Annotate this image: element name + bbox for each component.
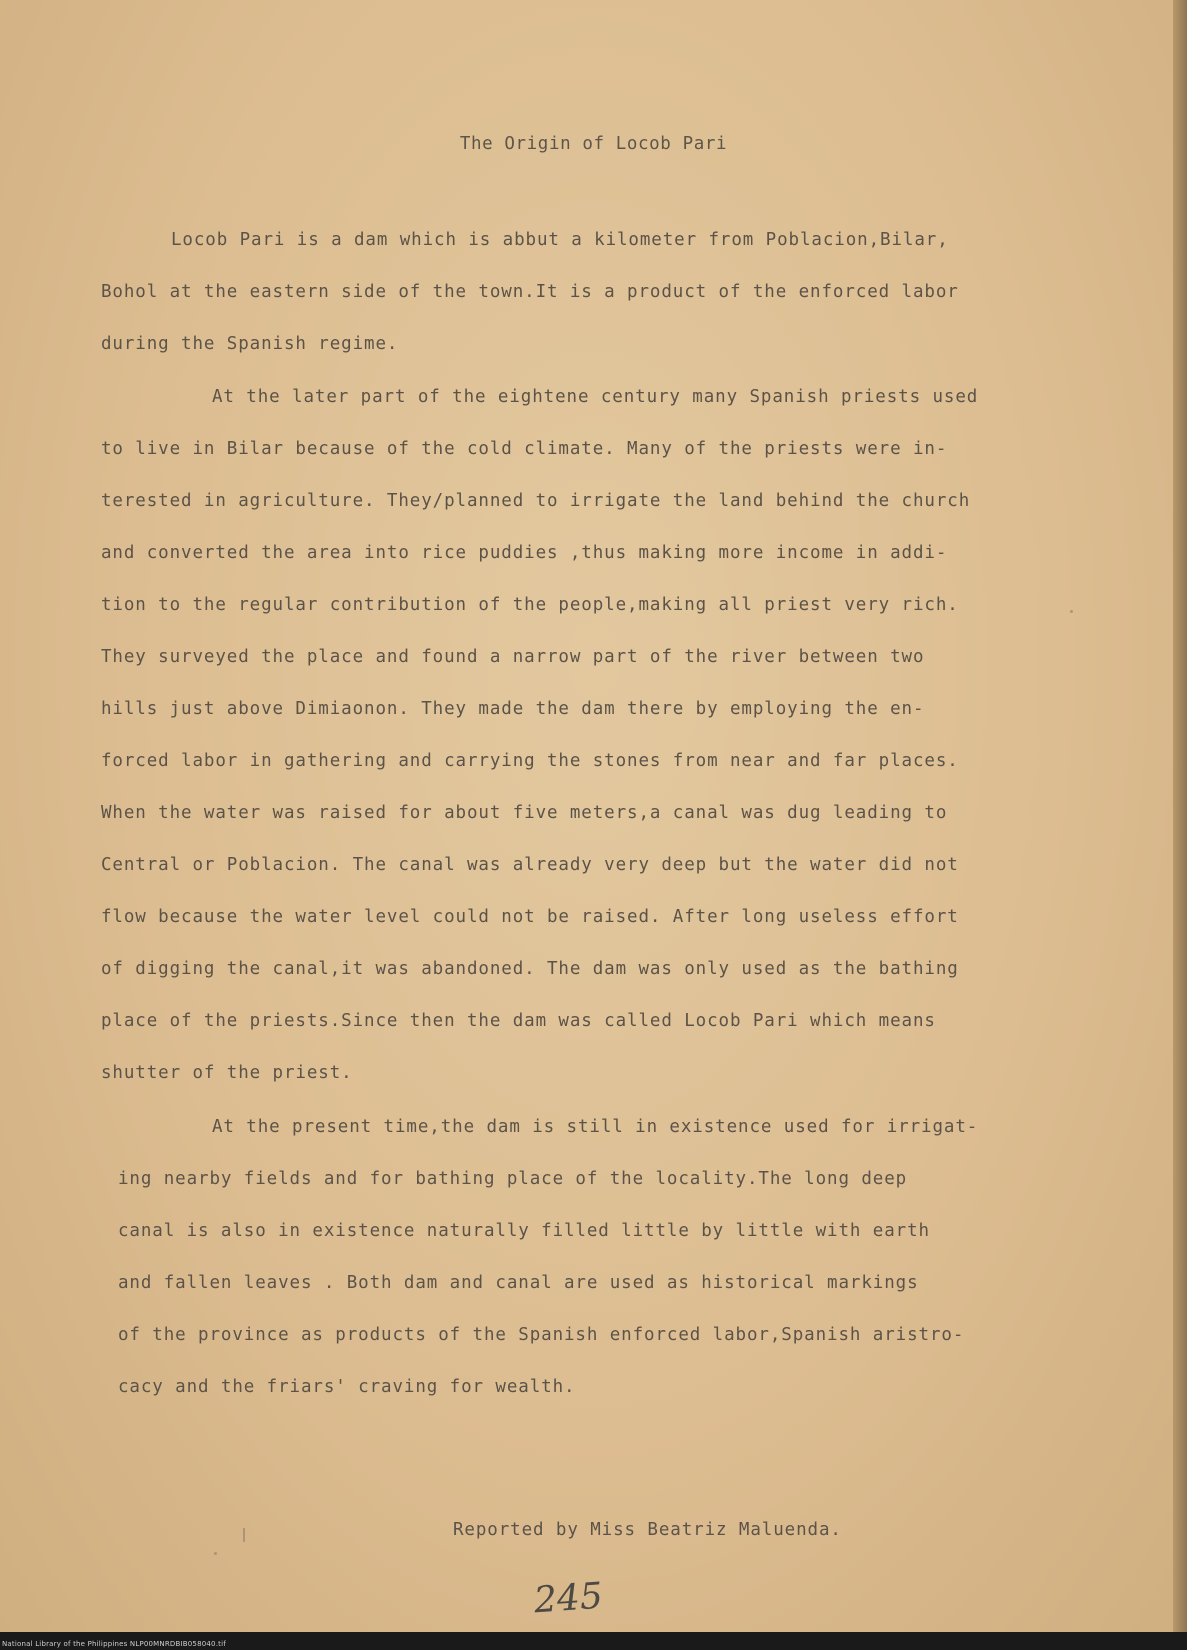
ink-dot — [1070, 610, 1073, 613]
scan-footer-bar — [0, 1632, 1187, 1650]
body-line: Bohol at the eastern side of the town.It is a product of the enforced labor — [101, 282, 959, 302]
body-line: shutter of the priest. — [101, 1063, 353, 1083]
body-line: Locob Pari is a dam which is abbut a kilometer from Poblacion,Bilar, — [171, 230, 949, 250]
body-line: and fallen leaves . Both dam and canal are used as historical markings — [118, 1273, 919, 1293]
body-line: cacy and the friars' craving for wealth. — [118, 1377, 576, 1397]
body-line: Central or Poblacion. The canal was already very deep but the water did not — [101, 855, 959, 875]
body-line: tion to the regular contribution of the people,making all priest very rich. — [101, 595, 959, 615]
document-title: The Origin of Locob Pari — [459, 134, 728, 154]
body-line: of digging the canal,it was abandoned. The dam was only used as the bathing — [101, 959, 959, 979]
body-line: flow because the water level could not be raised. After long useless effort — [101, 907, 959, 927]
body-line: of the province as products of the Spanish enforced labor,Spanish aristro- — [118, 1325, 965, 1345]
body-line: At the present time,the dam is still in existence used for irrigat- — [212, 1117, 979, 1137]
report-signature: Reported by Miss Beatriz Maluenda. — [453, 1520, 842, 1540]
body-line: to live in Bilar because of the cold climate. Many of the priests were in- — [101, 439, 948, 459]
body-line: during the Spanish regime. — [101, 334, 399, 354]
handwritten-page-number: 245 — [532, 1575, 605, 1622]
body-line: hills just above Dimiaonon. They made the dam there by employing the en- — [101, 699, 925, 719]
body-line: canal is also in existence naturally filled little by little with earth — [118, 1221, 930, 1241]
body-line: and converted the area into rice puddies ,thus making more income in addi- — [101, 543, 948, 563]
scan-footer-text: National Library of the Philippines NLP00MNRDBIB058040.tif — [2, 1640, 226, 1648]
page-edge-shadow — [1173, 0, 1187, 1650]
body-line: terested in agriculture. They/planned to irrigate the land behind the church — [101, 491, 971, 511]
body-line: ing nearby fields and for bathing place of the locality.The long deep — [118, 1169, 908, 1189]
body-line: When the water was raised for about five meters,a canal was dug leading to — [101, 803, 948, 823]
body-line: place of the priests.Since then the dam was called Locob Pari which means — [101, 1011, 936, 1031]
ink-dot — [214, 1552, 217, 1555]
body-line: forced labor in gathering and carrying the stones from near and far places. — [101, 751, 959, 771]
ink-mark — [243, 1528, 245, 1542]
body-line: At the later part of the eightene century many Spanish priests used — [212, 387, 979, 407]
body-line: They surveyed the place and found a narrow part of the river between two — [101, 647, 925, 667]
